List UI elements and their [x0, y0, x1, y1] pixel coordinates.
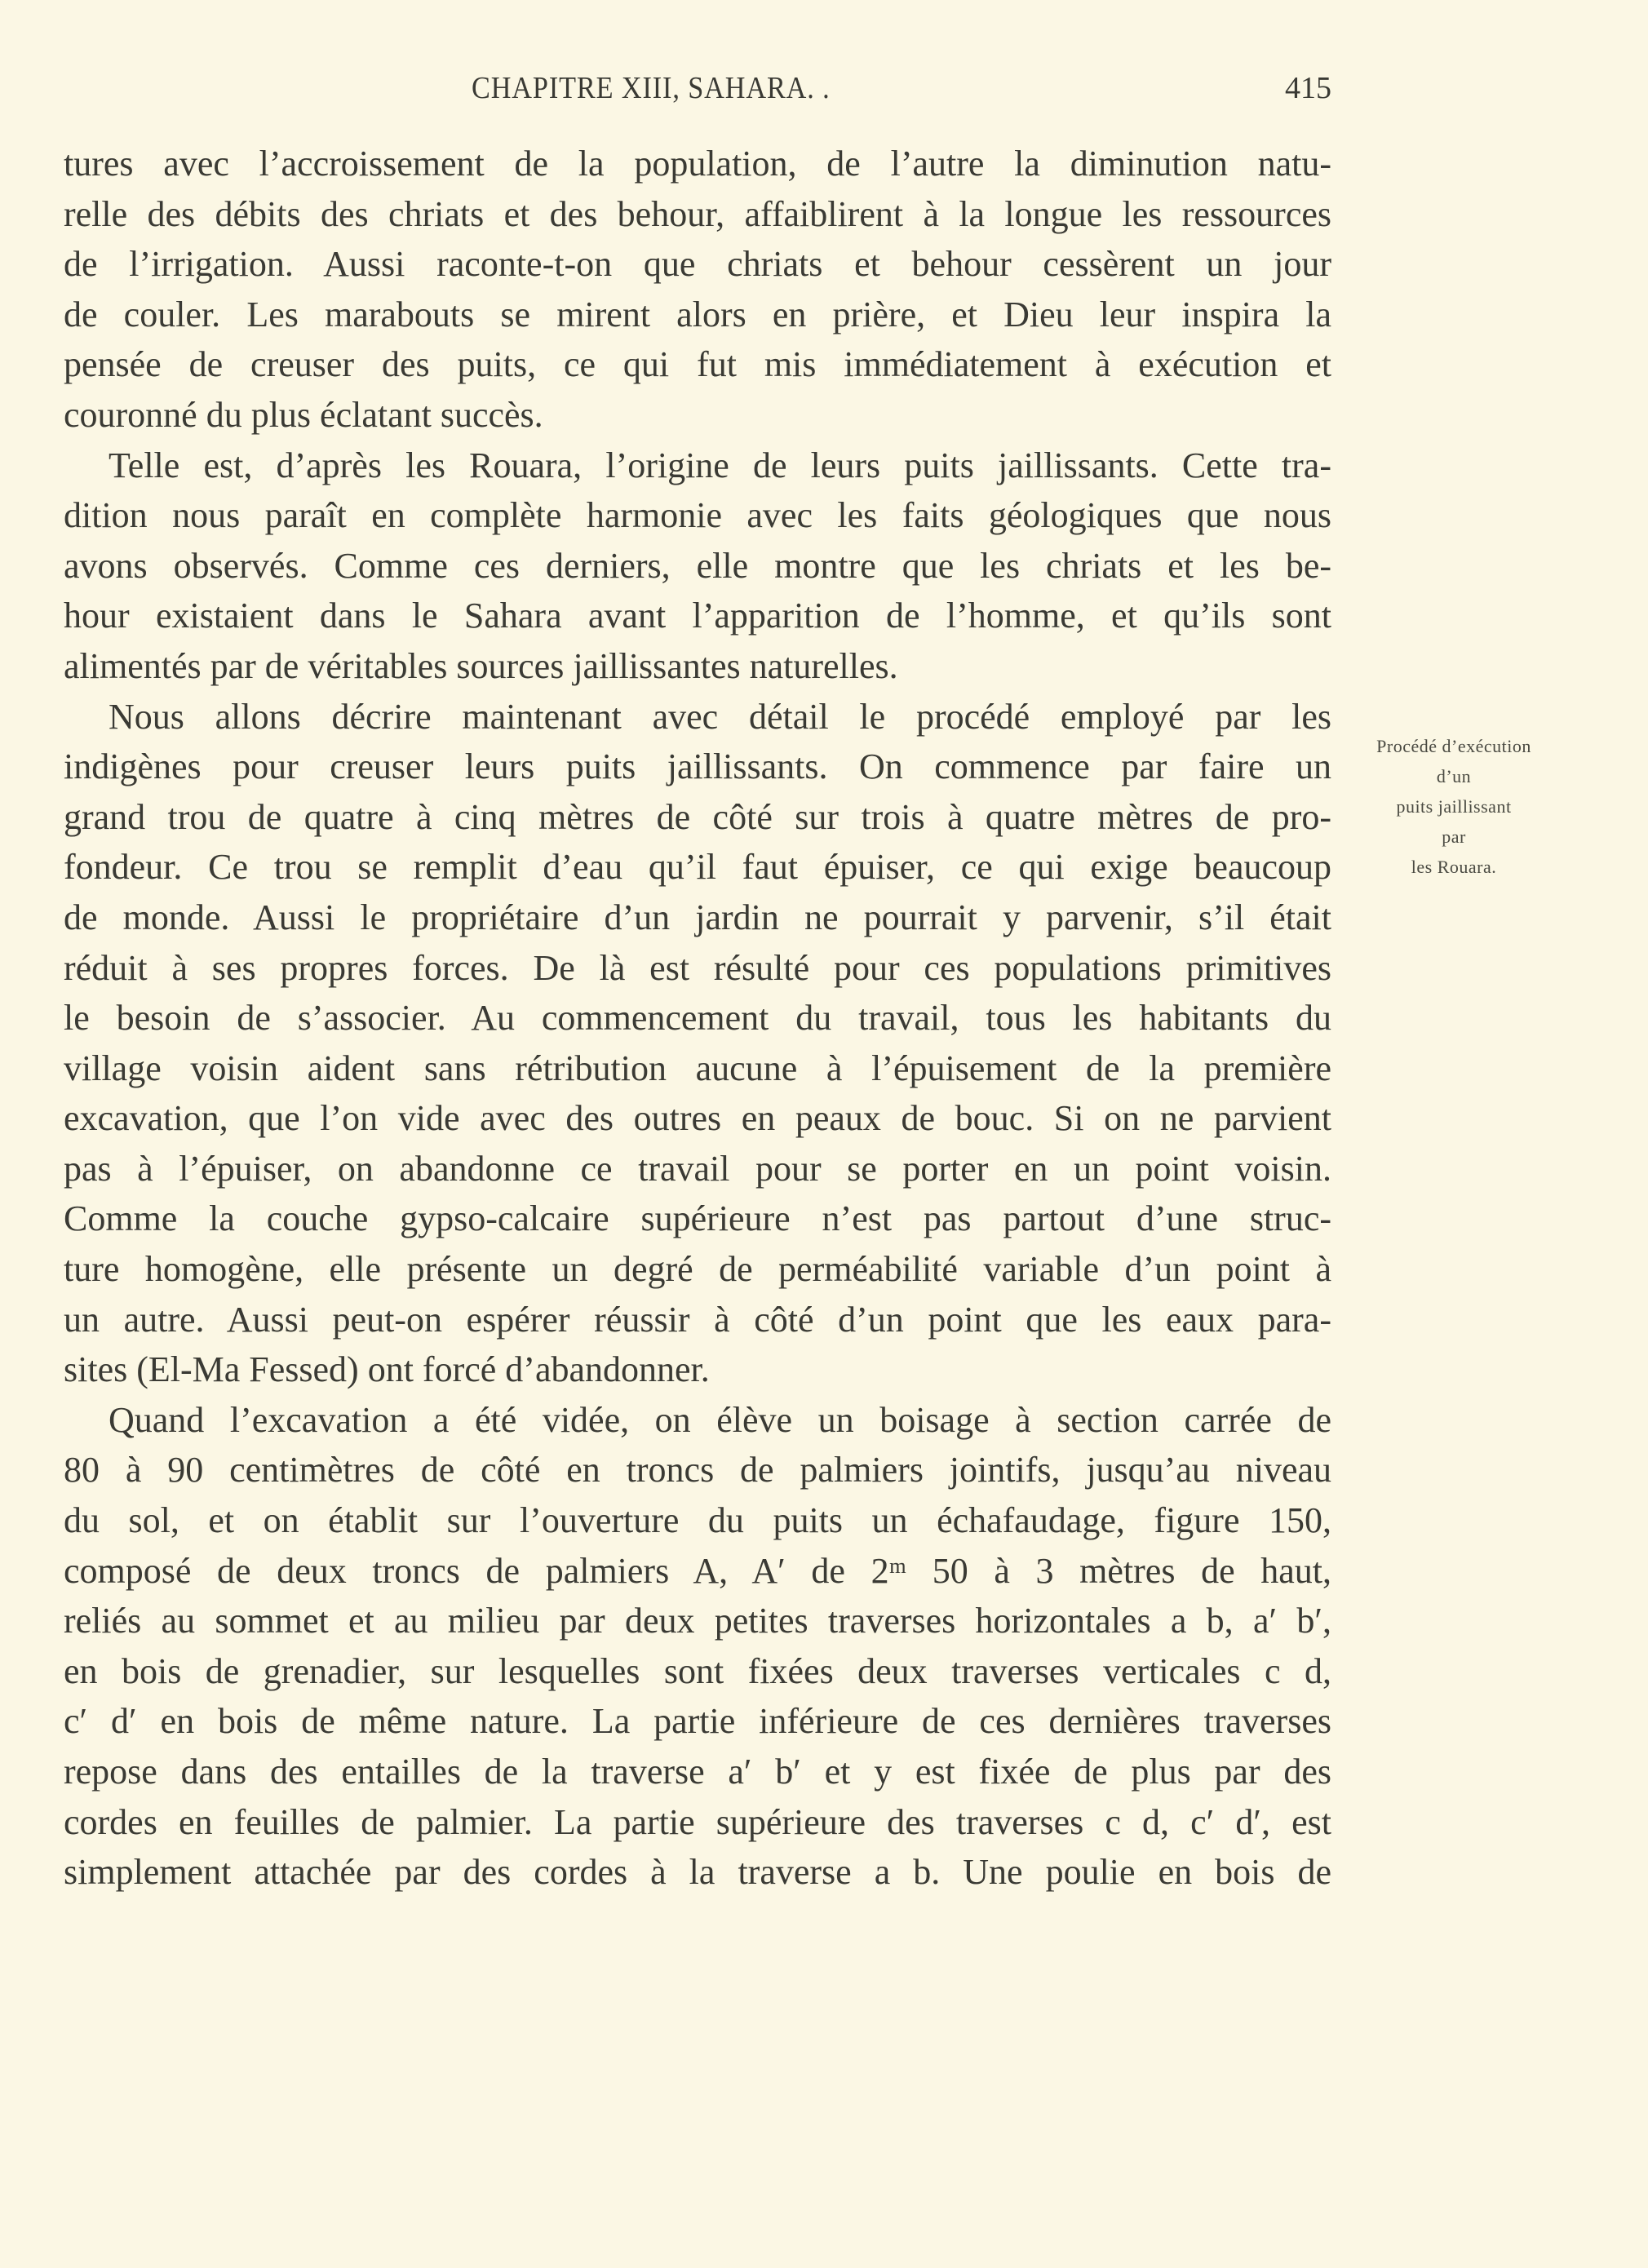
margin-note-line: les Rouara. [1411, 857, 1497, 877]
text-line: excavation, que l’on vide avec des outres en peaux de bouc. Si on ne parvient [64, 1098, 1331, 1139]
text-line: grand trou de quatre à cinq mètres de côté sur trois à quatre mètres de pro- [64, 796, 1331, 837]
text-line: dition nous paraît en complète harmonie avec les faits géologiques que nous [64, 495, 1331, 536]
text-line: indigènes pour creuser leurs puits jaillissants. On commence par faire un [64, 746, 1331, 787]
text-line: composé de deux troncs de palmiers A, A′ de 2ᵐ 50 à 3 mètres de haut, [64, 1550, 1331, 1591]
running-title: CHAPITRE XIII, SAHARA. . [472, 71, 831, 105]
text-line: pas à l’épuiser, on abandonne ce travail pour se porter en un point voisin. [64, 1148, 1331, 1189]
page-number: 415 [1285, 71, 1331, 105]
text-line: avons observés. Comme ces derniers, elle montre que les chriats et les be- [64, 545, 1331, 586]
text-line: 80 à 90 centimètres de côté en troncs de palmiers jointifs, jusqu’au niveau [64, 1450, 1331, 1491]
text-line: village voisin aident sans rétribution aucune à l’épuisement de la première [64, 1048, 1331, 1088]
text-line: repose dans des entailles de la traverse a′ b′ et y est fixée de plus par des [64, 1752, 1331, 1792]
text-line: de l’irrigation. Aussi raconte-t-on que chriats et behour cessèrent un jour [64, 244, 1331, 285]
text-line: tures avec l’accroissement de la population, de l’autre la diminution natu- [64, 144, 1331, 184]
text-line: en bois de grenadier, sur lesquelles sont fixées deux traverses verticales c d, [64, 1650, 1331, 1691]
text-line: Telle est, d’après les Rouara, l’origine de leurs puits jaillissants. Cette tra- [109, 445, 1331, 485]
text-line: réduit à ses propres forces. De là est résulté pour ces populations primitives [64, 947, 1331, 988]
text-line: un autre. Aussi peut-on espérer réussir à côté d’un point que les eaux para- [64, 1299, 1331, 1340]
text-line: fondeur. Ce trou se remplit d’eau qu’il faut épuiser, ce qui exige beaucoup [64, 847, 1331, 888]
text-line: simplement attachée par des cordes à la traverse a b. Une poulie en bois de [64, 1852, 1331, 1893]
body-text [64, 139, 1331, 1898]
text-line: hour existaient dans le Sahara avant l’apparition de l’homme, et qu’ils sont [64, 596, 1331, 636]
text-line: ture homogène, elle présente un degré de perméabilité variable d’un point à [64, 1249, 1331, 1290]
text-line: couronné du plus éclatant succès. [64, 394, 543, 435]
margin-note-line: d’un [1436, 766, 1472, 786]
text-line: pensée de creuser des puits, ce qui fut mis immédiatement à exécution et [64, 344, 1331, 385]
margin-note-line: puits jaillissant [1396, 796, 1512, 817]
margin-note-line: Procédé d’exécution [1376, 736, 1531, 756]
text-line: Nous allons décrire maintenant avec détail le procédé employé par les [109, 696, 1331, 737]
margin-note [1346, 731, 1562, 882]
text-line: cordes en feuilles de palmier. La partie supérieure des traverses c d, c′ d′, est [64, 1801, 1331, 1842]
text-line: sites (El-Ma Fessed) ont forcé d’abandonner. [64, 1349, 710, 1390]
text-line: de couler. Les marabouts se mirent alors en prière, et Dieu leur inspira la [64, 294, 1331, 334]
text-line: c′ d′ en bois de même nature. La partie inférieure de ces dernières traverses [64, 1701, 1331, 1742]
text-line: du sol, et on établit sur l’ouverture du puits un échafaudage, figure 150, [64, 1500, 1331, 1541]
text-line: Comme la couche gypso-calcaire supérieure n’est pas partout d’une struc- [64, 1198, 1331, 1239]
text-line: reliés au sommet et au milieu par deux petites traverses horizontales a b, a′ b′, [64, 1601, 1331, 1641]
text-line: relle des débits des chriats et des behour, affaiblirent à la longue les ressources [64, 193, 1331, 234]
margin-note-line: par [1442, 826, 1466, 847]
running-header [64, 70, 1331, 111]
text-line: de monde. Aussi le propriétaire d’un jardin ne pourrait y parvenir, s’il était [64, 897, 1331, 937]
text-line: alimentés par de véritables sources jaillissantes naturelles. [64, 645, 898, 686]
text-line: le besoin de s’associer. Au commencement du travail, tous les habitants du [64, 998, 1331, 1039]
text-line: Quand l’excavation a été vidée, on élève un boisage à section carrée de [109, 1399, 1331, 1440]
